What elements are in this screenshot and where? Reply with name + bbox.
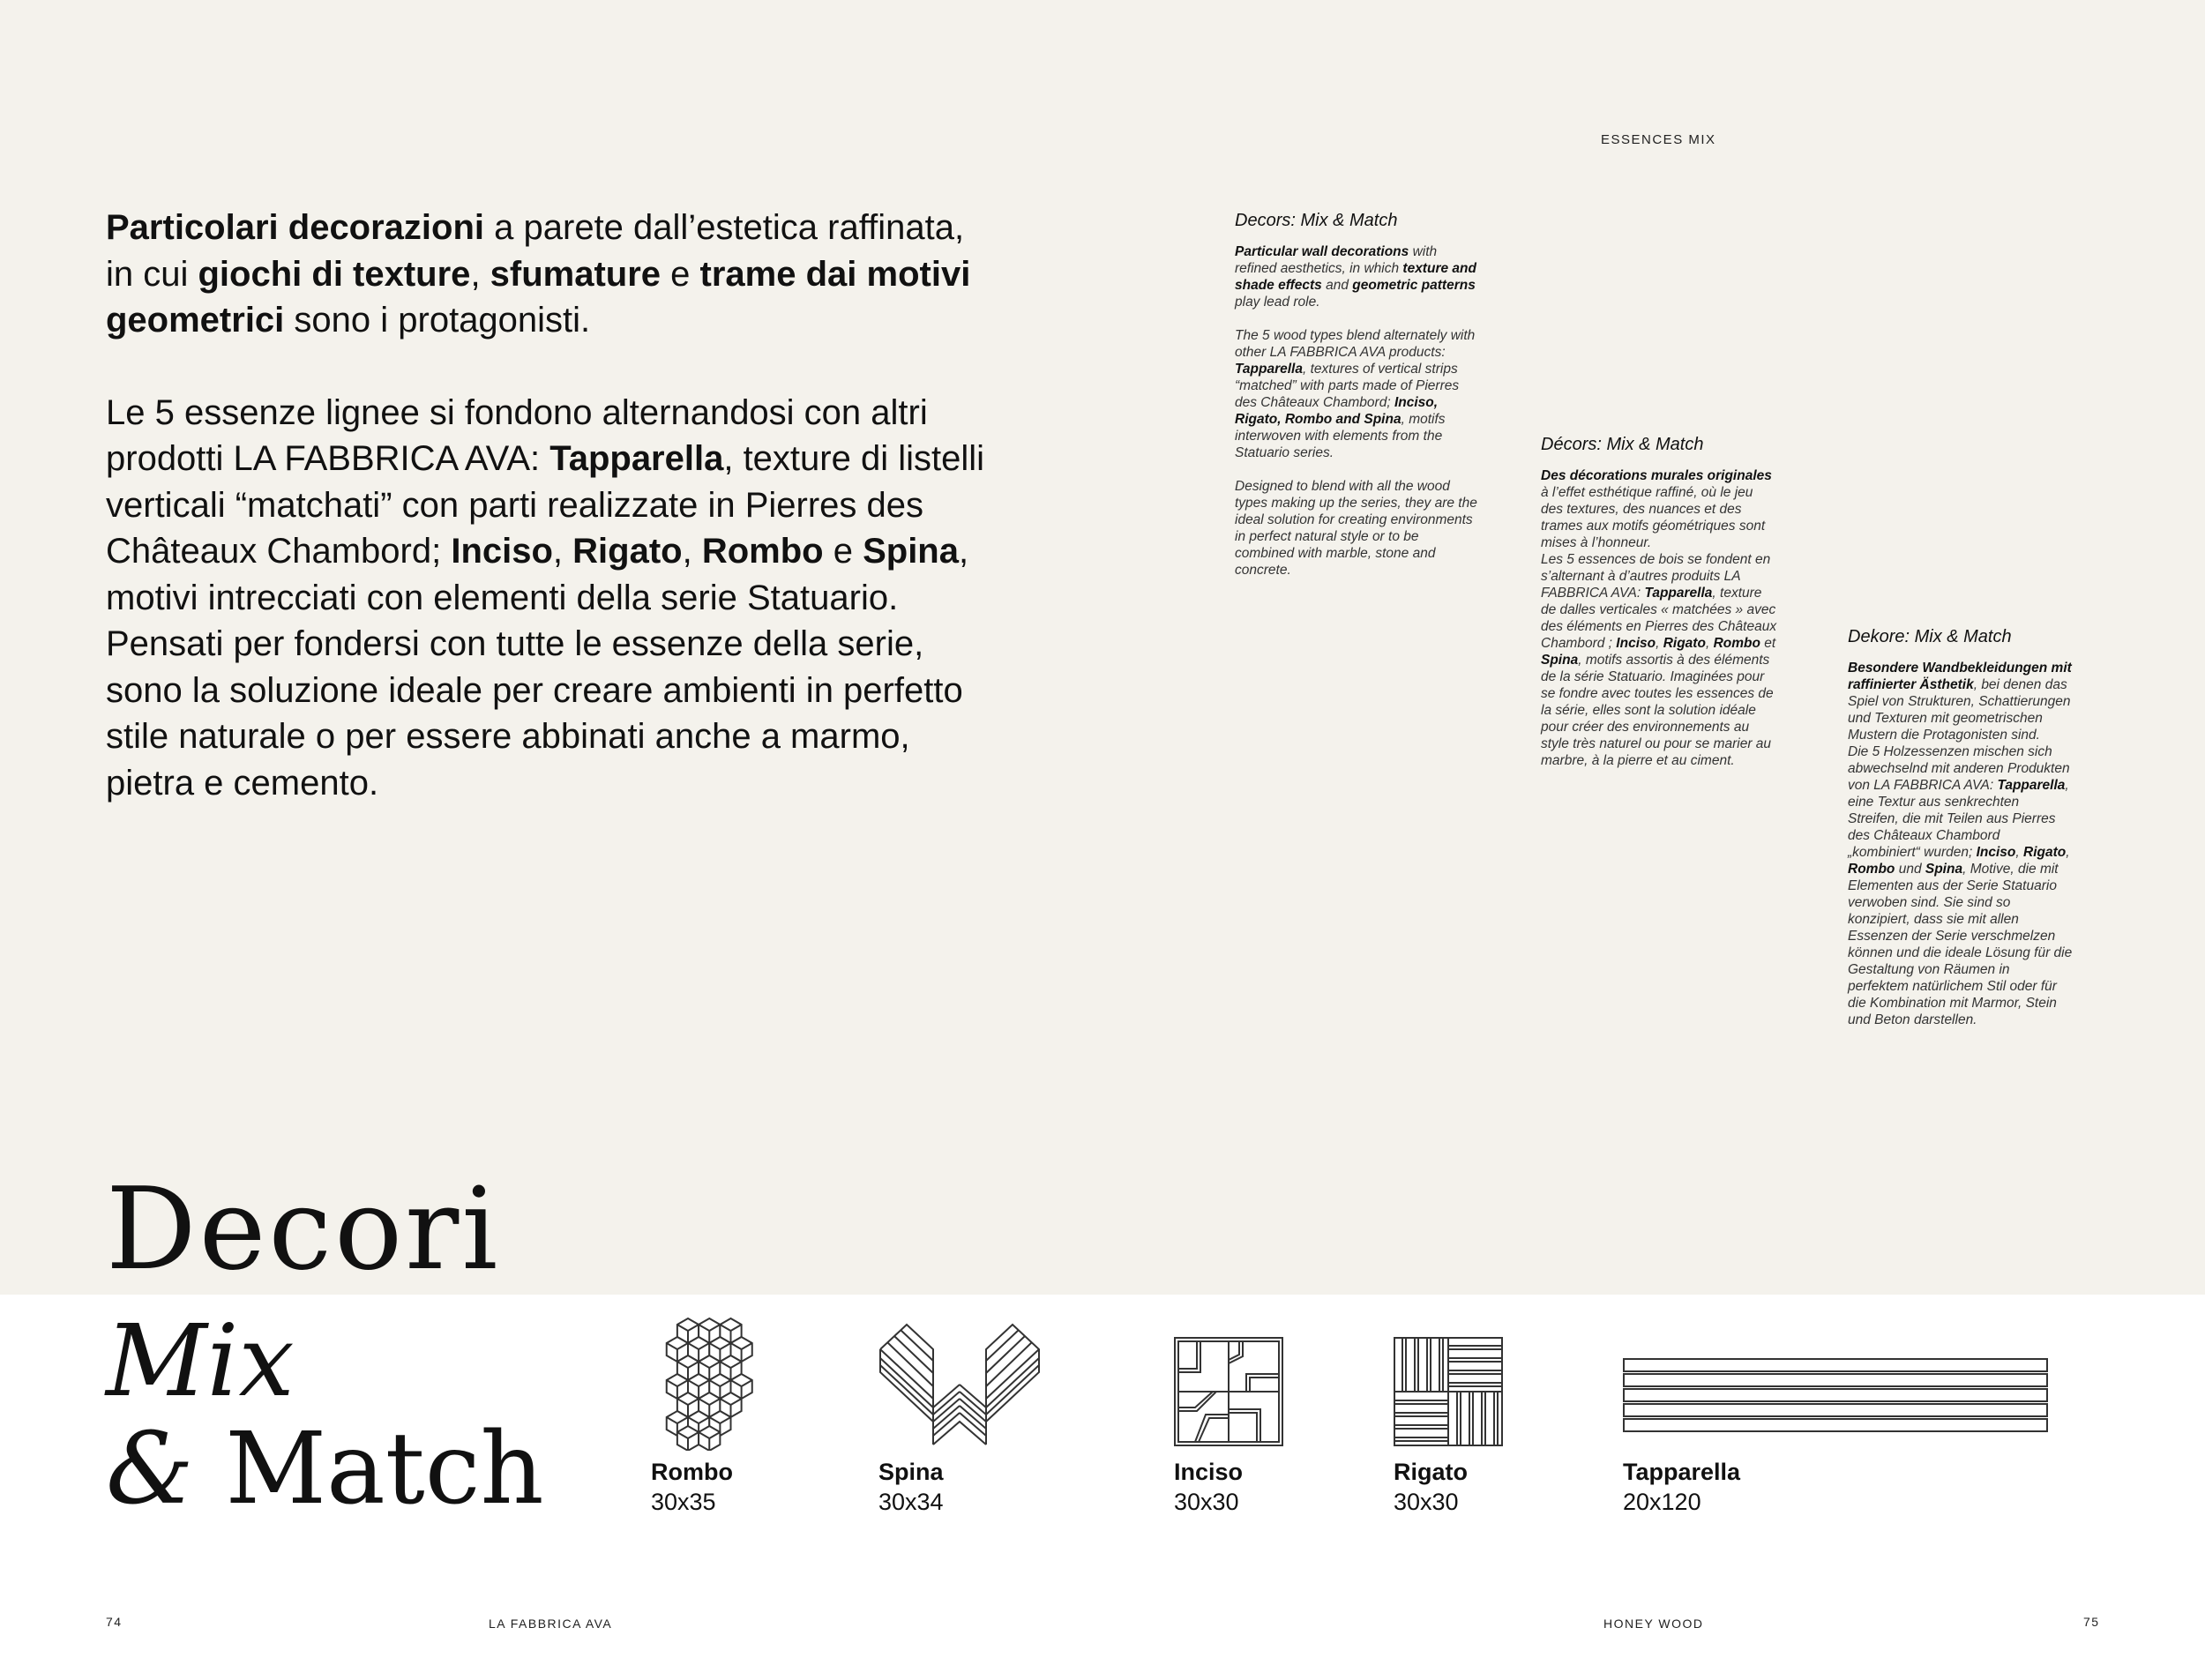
text-run: Spina — [863, 532, 959, 571]
text-run: Spina — [1541, 653, 1579, 668]
text-run: e — [661, 254, 700, 294]
product-rigato — [1394, 1457, 1468, 1517]
text-run: , — [470, 254, 490, 294]
text-run: giochi di texture — [198, 254, 471, 294]
text-run: , texture di listelli verticali “matchati” con parti realizzate in Pierres des Châteaux Chambord; — [106, 439, 985, 571]
text-run: geometric patterns — [1352, 278, 1476, 293]
product-name: Spina — [878, 1459, 944, 1485]
rombo-cube — [699, 1426, 720, 1451]
text-run: Rombo — [1713, 636, 1760, 651]
product-tapparella — [1623, 1457, 1740, 1517]
title-match — [106, 1412, 544, 1527]
text-run: Rigato — [572, 532, 683, 571]
text-run: sfumature — [490, 254, 662, 294]
german-paragraph-1 — [1848, 660, 2073, 743]
text-run: , bei denen das Spiel von Strukturen, Schattierungen und Texturen mit geometrischen Mustern die Protagonisten sind. — [1848, 677, 2071, 743]
text-run: und — [1895, 862, 1925, 877]
title-decori: Decori — [106, 1164, 501, 1295]
text-run: a parete dall’estetica raffinata, in cui — [106, 208, 965, 294]
product-size: 30x30 — [1174, 1489, 1239, 1515]
text-run: , — [2066, 845, 2070, 860]
section-label: ESSENCES MIX — [1601, 132, 1716, 147]
product-size: 30x35 — [651, 1489, 716, 1515]
text-run: , — [2015, 845, 2023, 860]
text-run: with refined aesthetics, in which — [1235, 244, 1438, 276]
spina-pattern-icon — [878, 1323, 1041, 1446]
english-paragraph-1 — [1235, 243, 1477, 310]
french-heading: Décors: Mix & Match — [1541, 435, 1704, 454]
text-run: Rigato — [2023, 845, 2067, 860]
text-run: sono i protagonisti. — [284, 301, 591, 340]
text-run: à l’effet esthétique raffiné, où le jeu des textures, des nuances et des trames aux motifs géométriques sont mises à l’honneur. — [1541, 485, 1766, 550]
text-run: Inciso — [1976, 845, 2016, 860]
text-run: , motifs assortis à des éléments de la série Statuario. Imaginées pour se fondre avec toutes les essences de la série, elles sont la solution idéale pour créer des environnements au style très naturel ou pour se marier au marbre, à la pierre et au ciment. — [1541, 653, 1774, 768]
title-mix: Mix — [106, 1304, 295, 1419]
english-column — [1235, 210, 1477, 579]
page-number-right: 75 — [2083, 1615, 2100, 1629]
text-run: texture and shade effects — [1235, 261, 1476, 293]
product-size: 20x120 — [1623, 1489, 1701, 1515]
text-run: , — [682, 532, 702, 571]
text-run: Tapparella — [1235, 362, 1303, 377]
product-spina — [878, 1457, 944, 1517]
text-run: Designed to blend with all the wood types making up the series, they are the ideal solution for creating environments in perfect natural style or to be combined with marble, stone and concrete. — [1235, 479, 1477, 578]
german-column — [1848, 626, 2073, 1028]
text-run: , motivi intrecciati con elementi della serie Statuario. Pensati per fondersi con tutte le essenze della serie, sono la soluzione ideale per creare ambienti in perfetto stile naturale o per essere abbinati anche a marmo, pietra e cemento. — [106, 532, 969, 803]
text-run: The 5 wood types blend alternately with other LA FABBRICA AVA products: — [1235, 328, 1476, 360]
text-run: , — [552, 532, 573, 571]
text-run: Rigato — [1663, 636, 1706, 651]
title-match-word: Match — [225, 1412, 544, 1527]
footer-brand: LA FABBRICA AVA — [489, 1617, 613, 1631]
text-run: Rombo — [1848, 862, 1895, 877]
footer-collection: HONEY WOOD — [1603, 1617, 1704, 1631]
tapparella-pattern-icon — [1623, 1358, 2048, 1434]
text-run: Les 5 essences de bois se fondent en s’alternant à d’autres produits LA FABBRICA AVA: — [1541, 552, 1771, 601]
text-run: Tapparella — [1644, 586, 1713, 601]
text-run: e — [823, 532, 863, 571]
product-name: Inciso — [1174, 1459, 1244, 1485]
text-run: and — [1321, 278, 1353, 293]
text-run: , — [1705, 636, 1714, 651]
text-run: Des décorations murales originales — [1541, 468, 1772, 483]
text-run: Rombo — [701, 532, 824, 571]
text-run: Tapparella — [1997, 778, 2066, 793]
rigato-pattern-icon — [1394, 1337, 1503, 1446]
text-run: , textures of vertical strips “matched” with parts made of Pierres des Châteaux Chambord; — [1235, 362, 1460, 410]
text-run: , motifs interwoven with elements from the Statuario series. — [1235, 412, 1446, 460]
text-run: Inciso, Rigato, Rombo and Spina — [1235, 395, 1439, 427]
french-paragraph-2 — [1541, 551, 1777, 769]
product-name: Rigato — [1394, 1459, 1468, 1485]
rombo-cube — [677, 1426, 699, 1451]
rombo-pattern-icon — [651, 1317, 783, 1451]
text-run: Tapparella — [549, 439, 724, 478]
intro-text — [106, 205, 988, 852]
french-paragraph-1 — [1541, 467, 1777, 551]
title-ampersand: & — [106, 1412, 194, 1527]
intro-paragraph-1 — [106, 205, 988, 344]
text-run: , texture de dalles verticales « matchées » avec des éléments en Pierres des Châteaux Chambord ; — [1541, 586, 1777, 651]
text-run: Inciso — [451, 532, 553, 571]
product-size: 30x34 — [878, 1489, 944, 1515]
german-paragraph-2 — [1848, 743, 2073, 1028]
text-run: Inciso — [1616, 636, 1656, 651]
product-size: 30x30 — [1394, 1489, 1459, 1515]
english-paragraph-2 — [1235, 327, 1477, 461]
page-number-left: 74 — [106, 1615, 123, 1629]
german-heading: Dekore: Mix & Match — [1848, 627, 2012, 646]
product-rombo — [651, 1457, 733, 1517]
product-inciso — [1174, 1457, 1243, 1517]
text-run: Particular wall decorations — [1235, 244, 1409, 259]
text-run: et — [1760, 636, 1776, 651]
french-column — [1541, 434, 1777, 769]
text-run: Particolari decorazioni — [106, 208, 485, 247]
intro-paragraph-2 — [106, 390, 988, 807]
product-name: Rombo — [651, 1459, 733, 1485]
text-run: , eine Textur aus senkrechten Streifen, die mit Teilen aus Pierres des Châteaux Chambord „kombiniert“ wurden; — [1848, 778, 2069, 860]
text-run: Le 5 essenze lignee si fondono alternandosi con altri prodotti LA FABBRICA AVA: — [106, 392, 928, 478]
text-run: play lead role. — [1235, 295, 1320, 310]
english-heading: Decors: Mix & Match — [1235, 211, 1398, 230]
text-run: , — [1656, 636, 1663, 651]
inciso-pattern-icon — [1174, 1337, 1283, 1446]
text-run: Besondere Wandbekleidungen mit raffinierter Ästhetik — [1848, 661, 2072, 692]
product-name: Tapparella — [1623, 1459, 1741, 1485]
text-run: , Motive, die mit Elementen aus der Serie Statuario verwoben sind. Sie sind so konzipiert, dass sie mit allen Essenzen der Serie verschmelzen können und die ideale Lösung für die Gestaltung von Räumen in perfektem natürlichem Stil oder für die Kombination mit Marmor, Stein und Beton darstellen. — [1848, 862, 2073, 1027]
text-run: Die 5 Holzessenzen mischen sich abwechselnd mit anderen Produkten von LA FABBRICA AVA: — [1848, 744, 2070, 793]
text-run: Spina — [1925, 862, 1963, 877]
text-run: trame dai motivi geometrici — [106, 254, 971, 340]
english-paragraph-3 — [1235, 478, 1477, 579]
